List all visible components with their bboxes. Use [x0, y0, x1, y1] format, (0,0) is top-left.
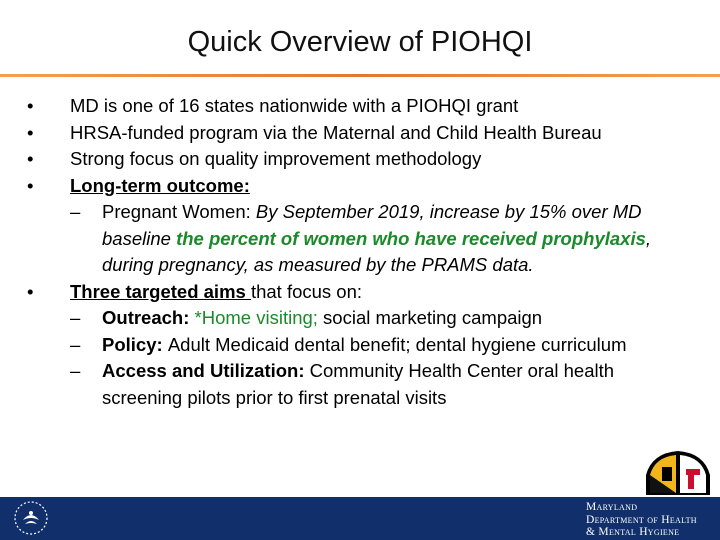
sub-bullet-item — [27, 358, 697, 411]
aim-text: social marketing campaign — [317, 307, 543, 328]
aim-highlight: *Home visiting; — [194, 307, 318, 328]
bullet-dot: • — [27, 280, 34, 302]
outcome-goal: By September 2019, increase by 15% over MD baseline — [102, 201, 642, 249]
slide-title: Quick Overview of PIOHQI — [187, 26, 533, 58]
sub-bullet-text — [102, 199, 697, 279]
pregnant-women-label: Pregnant Women: — [102, 201, 256, 222]
footer-bar — [0, 497, 720, 540]
aim-label: Access and Utilization: — [102, 360, 310, 381]
aim-label: Outreach: — [102, 307, 195, 328]
department-line: Maryland — [586, 501, 638, 513]
outcome-highlight: the percent of women who have received prophylaxis — [176, 227, 646, 249]
sub-bullet-dash: – — [70, 201, 81, 222]
bullet-text: Long-term outcome: — [70, 174, 250, 196]
bullet-item — [27, 146, 697, 173]
sub-bullet-item — [27, 332, 697, 359]
maryland-flag-logo-icon — [642, 445, 714, 499]
bullet-dot: • — [27, 95, 34, 116]
slide-body — [27, 93, 697, 411]
sub-bullet-item — [27, 199, 697, 279]
aims-suffix: that focus on: — [250, 280, 363, 302]
sub-bullet-text — [102, 305, 697, 332]
bullet-text: HRSA-funded program via the Maternal and Child Health Bureau — [70, 121, 602, 143]
sub-bullet-item — [27, 305, 697, 332]
bullet-dot: • — [27, 121, 34, 143]
aims-heading: Three targeted aims — [70, 280, 251, 302]
sub-bullet-dash: – — [70, 360, 81, 381]
bullet-item — [27, 93, 697, 120]
outcome-measure: , during pregnancy, as measured by the PRAMS data. — [102, 227, 652, 275]
bullet-text: Strong focus on quality improvement methodology — [70, 148, 482, 169]
department-name — [586, 501, 720, 539]
sub-bullet-text — [102, 358, 697, 411]
bullet-item — [27, 173, 697, 200]
bullet-text — [70, 279, 362, 306]
bullet-dot: • — [27, 174, 34, 196]
bullet-text: MD is one of 16 states nationwide with a PIOHQI grant — [70, 95, 519, 116]
department-line: & Mental Hygiene — [586, 526, 680, 538]
aim-text: Adult Medicaid dental benefit; dental hygiene curriculum — [167, 333, 627, 355]
sub-bullet-dash: – — [70, 333, 81, 355]
sub-bullet-text — [102, 332, 697, 359]
bullet-item — [27, 120, 697, 147]
hhs-seal-icon — [13, 500, 49, 536]
aim-text: Community Health Center oral health screening pilots prior to first prenatal visits — [102, 360, 615, 408]
sub-bullet-dash: – — [70, 307, 81, 328]
title-divider — [0, 74, 720, 77]
bullet-item — [27, 279, 697, 306]
department-line: Department of Health — [586, 513, 697, 526]
aim-label: Policy: — [102, 333, 168, 355]
bullet-dot: • — [27, 148, 34, 169]
